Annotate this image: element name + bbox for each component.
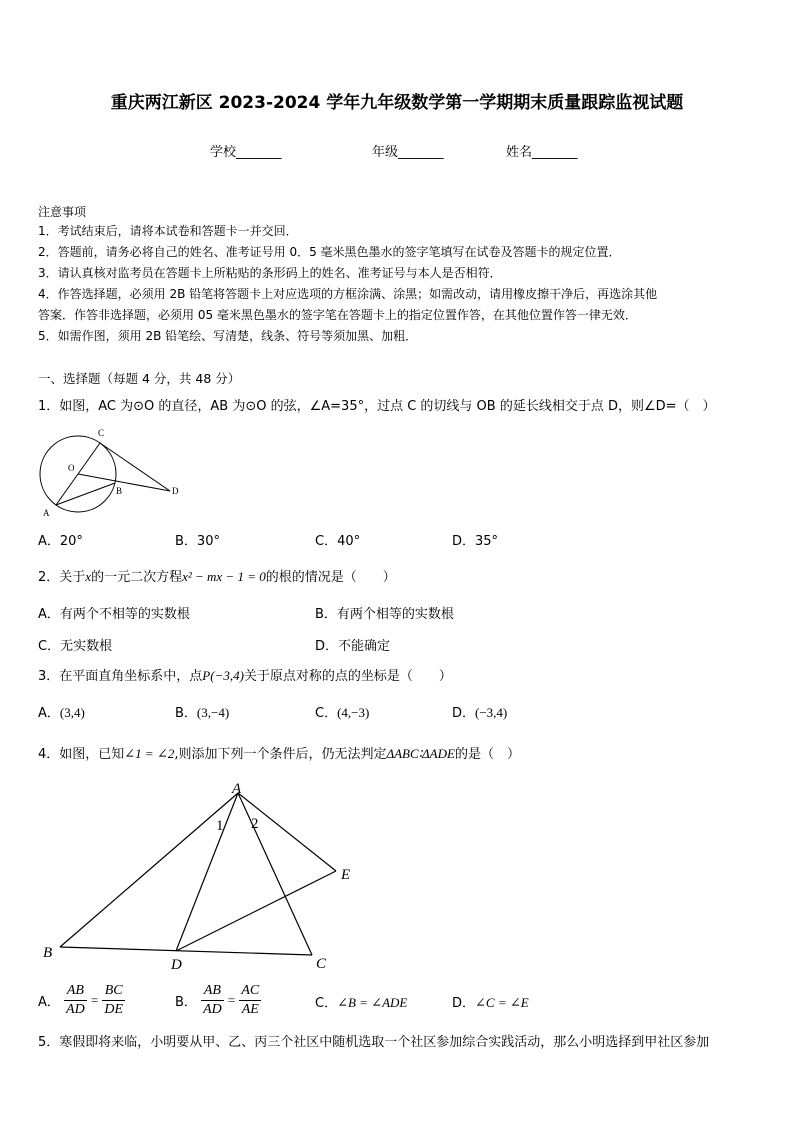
side-de <box>176 871 336 951</box>
note-item: 4．作答选择题，必须用 2B 铅笔将答题卡上对应选项的方框涂满、涂黑；如需改动，请用橡皮擦干净后，再选涂其他 <box>38 287 658 301</box>
point-p: P(−3,4) <box>202 668 244 683</box>
q2-option-b: B．有两个相等的实数根 <box>315 607 454 622</box>
tangent-cd <box>100 443 170 491</box>
side-ae <box>238 793 336 871</box>
label-d: D <box>172 486 179 496</box>
q4-option-a: A． $\frac{AB}{AD}$ = $\frac{BC}{DE}$ <box>38 983 124 1017</box>
q2-option-a: A．有两个不相等的实数根 <box>38 607 190 622</box>
triangle-diagram <box>30 775 370 975</box>
q4-option-b: B． $\frac{AB}{AD}$ = $\frac{AC}{AE}$ <box>175 983 260 1017</box>
note-item: 答案．作答非选择题，必须用 05 毫米黑色墨水的签字笔在答题卡上的指定位置作答，在其他位置作答一律无效． <box>38 308 637 322</box>
question-5-text: 5．寒假即将来临，小明要从甲、乙、丙三个社区中随机选取一个社区参加综合实践活动，那么小明选择到甲社区参加 <box>38 1035 710 1050</box>
line-od <box>78 474 170 491</box>
similarity: ΔABC∶ΔADE <box>386 746 455 761</box>
angle-condition: ∠1 = ∠2 <box>124 746 175 761</box>
q3-option-d: D．(−3,4) <box>452 705 508 721</box>
note-item: 1．考试结束后，请将本试卷和答题卡一并交回． <box>38 224 298 238</box>
label-2: 2 <box>251 816 259 832</box>
side-ac <box>238 793 312 955</box>
label-b: B <box>116 486 123 496</box>
side-ad <box>176 793 238 951</box>
q1-option-b: B．30° <box>175 534 220 549</box>
label-e: E <box>341 867 351 883</box>
label-d: D <box>171 957 182 973</box>
label-b: B <box>43 945 53 961</box>
label-c: C <box>98 428 105 438</box>
q3-option-a: A．(3,4) <box>38 705 85 721</box>
equation: x² − mx − 1 = 0 <box>182 569 266 584</box>
question-4-text: 4．如图，已知∠1 = ∠2,则添加下列一个条件后，仍无法判定ΔABC∶ΔADE的是（ ） <box>38 746 520 762</box>
q4-option-d: D．∠C = ∠E <box>452 995 529 1011</box>
label-a: A <box>43 508 50 518</box>
q4-option-c: C．∠B = ∠ADE <box>315 995 408 1011</box>
q1-option-d: D．35° <box>452 534 499 549</box>
question-2-text: 2．关于x的一元二次方程x² − mx − 1 = 0的根的情况是（ ） <box>38 569 396 585</box>
label-o: O <box>68 463 75 473</box>
label-1: 1 <box>216 818 224 834</box>
question-3-text: 3．在平面直角坐标系中，点P(−3,4)关于原点对称的点的坐标是（ ） <box>38 668 452 684</box>
section-heading: 一、选择题（每题 4 分，共 48 分） <box>38 371 241 386</box>
school-field: 学校_______ <box>210 145 282 160</box>
notes-heading: 注意事项 <box>38 205 87 219</box>
note-item: 2．答题前，请务必将自己的姓名、准考证号用 0．5 毫米黑色墨水的签字笔填写在试卷及答题卡的规定位置． <box>38 245 621 259</box>
name-field: 姓名_______ <box>506 145 578 160</box>
page-title: 重庆两江新区 2023-2024 学年九年级数学第一学期期末质量跟踪监视试题 <box>110 93 684 113</box>
q2-option-d: D．不能确定 <box>315 639 391 654</box>
q1-option-c: C．40° <box>315 534 361 549</box>
note-item: 5．如需作图，须用 2B 铅笔绘、写清楚，线条、符号等须加黑、加粗． <box>38 329 418 343</box>
side-bc <box>60 947 312 955</box>
q3-option-b: B．(3,−4) <box>175 705 230 721</box>
side-ab <box>60 793 238 947</box>
chord-ab <box>56 483 115 505</box>
label-a: A <box>232 781 242 797</box>
q1-option-a: A．20° <box>38 534 83 549</box>
question-1-text: 1．如图，AC 为⊙O 的直径，AB 为⊙O 的弦，∠A=35°，过点 C 的切线与 OB 的延长线相交于点 D，则∠D=（ ） <box>38 399 716 414</box>
circle-diagram <box>30 422 190 520</box>
label-c: C <box>316 956 327 972</box>
q3-option-c: C．(4,−3) <box>315 705 370 721</box>
grade-field: 年级_______ <box>372 145 444 160</box>
note-item: 3．请认真核对监考员在答题卡上所粘贴的条形码上的姓名、准考证号与本人是否相符． <box>38 266 502 280</box>
q2-option-c: C．无实数根 <box>38 639 113 654</box>
